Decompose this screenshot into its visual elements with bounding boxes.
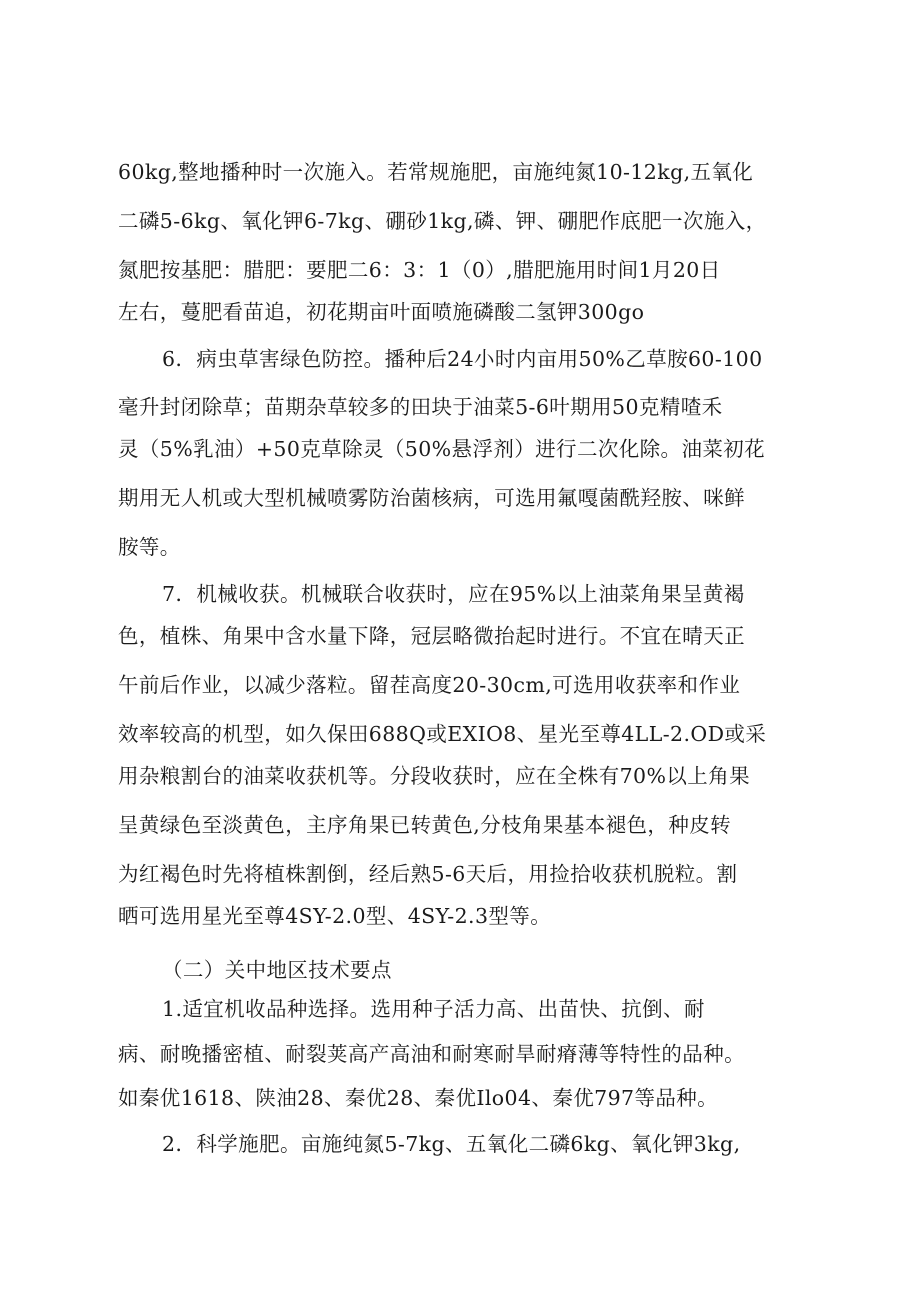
text-line: 氮肥按基肥：腊肥：要肥二6：3：1（0）,腊肥施用时间1月20日 [118, 258, 721, 282]
text-line: 用杂粮割台的油菜收获机等。分段收获时，应在全株有70%以上角果 [118, 764, 750, 788]
text-line: 晒可选用星光至尊4SY-2.0型、4SY-2.3型等。 [118, 904, 552, 928]
text-line: 色，植株、角果中含水量下降，冠层略微抬起时进行。不宜在晴天正 [118, 624, 745, 648]
text-line: 60kg,整地播种时一次施入。若常规施肥，亩施纯氮10-12kg,五氧化 [118, 160, 754, 184]
text-line: 毫升封闭除草；苗期杂草较多的田块于油菜5-6叶期用50克精喳禾 [118, 395, 723, 419]
text-line: 病、耐晚播密植、耐裂荚高产高油和耐寒耐旱耐瘠薄等特性的品种。 [118, 1042, 745, 1066]
section-heading-harvest: 7．机械收获。机械联合收获时，应在95%以上油菜角果呈黄褐 [162, 582, 745, 606]
text-line: 效率较高的机型，如久保田688Q或EXIO8、星光至尊4LL-2.OD或采 [118, 722, 767, 746]
subsection-heading-guanzhong: （二）关中地区技术要点 [162, 958, 392, 982]
text-line: 胺等。 [118, 535, 181, 559]
section-heading-pest-control: 6．病虫草害绿色防控。播种后24小时内亩用50%乙草胺60-100 [162, 347, 763, 371]
text-line: 如秦优1618、陕油28、秦优28、秦优Ilo04、秦优797等品种。 [118, 1086, 719, 1110]
section-heading-variety-selection: 1.适宜机收品种选择。选用种子活力高、出苗快、抗倒、耐 [162, 997, 705, 1021]
text-line: 二磷5-6kg、氧化钾6-7kg、硼砂1kg,磷、钾、硼肥作底肥一次施入， [118, 209, 767, 233]
text-line: 灵（5%乳油）+50克草除灵（50%悬浮剂）进行二次化除。油菜初花 [118, 437, 766, 461]
text-line: 为红褐色时先将植株割倒，经后熟5-6天后，用捡拾收获机脱粒。割 [118, 862, 738, 886]
text-line: 左右，蔓肥看苗追，初花期亩叶面喷施磷酸二氢钾300go [118, 300, 645, 324]
text-line: 午前后作业，以减少落粒。留茬高度20-30cm,可选用收获率和作业 [118, 673, 741, 697]
text-line: 期用无人机或大型机械喷雾防治菌核病，可选用氟嘎菌酰羟胺、咪鲜 [118, 486, 745, 510]
section-heading-fertilization: 2．科学施肥。亩施纯氮5-7kg、五氧化二磷6kg、氧化钾3kg, [162, 1132, 741, 1156]
text-line: 呈黄绿色至淡黄色，主序角果已转黄色,分枝角果基本褪色，种皮转 [118, 813, 732, 837]
